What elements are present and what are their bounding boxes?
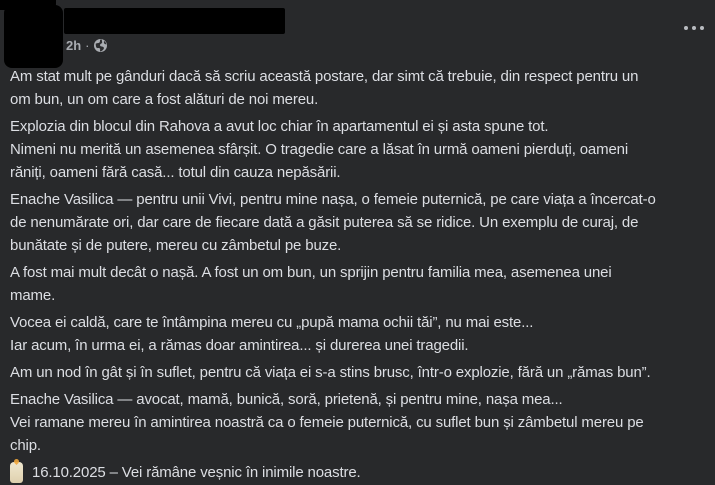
ellipsis-dot [684, 26, 688, 30]
post-text-line: Am stat mult pe gânduri dacă să scriu această postare, dar simt că trebuie, din respect pentru un [10, 68, 639, 85]
post-text-line: bunătate și de putere, mereu cu zâmbetul pe buze. [10, 237, 342, 254]
post-meta [66, 38, 107, 53]
post-text-line: Iar acum, în urma ei, a rămas doar amintirea... și durerea unei tragedii. [10, 337, 469, 354]
post-paragraph [10, 261, 711, 307]
post-header [0, 0, 715, 63]
avatar[interactable] [4, 5, 63, 68]
post-paragraph [10, 311, 711, 357]
ellipsis-dot [692, 26, 696, 30]
post-text-line: Nimeni nu merită un asemenea sfârșit. O tragedie care a lăsat în urmă oameni pierduți, oameni [10, 141, 629, 158]
memorial-text: 16.10.2025 – Vei rămâne veșnic în inimile noastre. [32, 464, 361, 481]
post-text-line: Enache Vasilica — avocat, mamă, bunică, soră, prietenă, și pentru mine, nașa mea... [10, 391, 563, 408]
post-text-line: om bun, un om care a fost alături de noi mereu. [10, 91, 319, 108]
post-text-line: mame. [10, 287, 56, 304]
post-options-button[interactable] [680, 22, 708, 34]
post-text-line: chip. [10, 437, 41, 454]
post-text [0, 63, 715, 457]
post-paragraph [10, 115, 711, 184]
author-name-redacted[interactable] [64, 8, 285, 34]
post-text-line: Am un nod în gât și în suflet, pentru că viața ei s-a stins brusc, într-o explozie, fără un „rămas bun”. [10, 364, 651, 381]
post-text-line: răniți, oameni fără casă... totul din cauza nepăsării. [10, 164, 341, 181]
post-text-line: A fost mai mult decât o nașă. A fost un om bun, un sprijin pentru familia mea, asemenea unei [10, 264, 612, 281]
post-paragraph [10, 65, 711, 111]
post-paragraph [10, 388, 711, 457]
post-text-line: Explozia din blocul din Rahova a avut loc chiar în apartamentul ei și asta spune tot. [10, 118, 549, 135]
post-text-line: de nenumărate ori, dar care de fiecare dată a găsit puterea să se ridice. Un exemplu de curaj, de [10, 214, 639, 231]
globe-icon [94, 39, 107, 52]
meta-separator: · [85, 38, 90, 53]
ellipsis-dot [700, 26, 704, 30]
memorial-line [0, 461, 715, 484]
candle-emoji [10, 462, 23, 483]
post-paragraph [10, 188, 711, 257]
post-paragraph [10, 361, 711, 384]
post-text-line: Enache Vasilica — pentru unii Vivi, pentru mine nașa, o femeie puternică, pe care viața a încercat-o [10, 191, 656, 208]
timestamp[interactable]: 2h [66, 38, 82, 53]
post-text-line: Vei ramane mereu în amintirea noastră ca o femeie puternică, cu suflet bun și zâmbetul mereu pe [10, 414, 644, 431]
post-text-line: Vocea ei caldă, care te întâmpina mereu cu „pupă mama ochii tăi”, nu mai este... [10, 314, 534, 331]
